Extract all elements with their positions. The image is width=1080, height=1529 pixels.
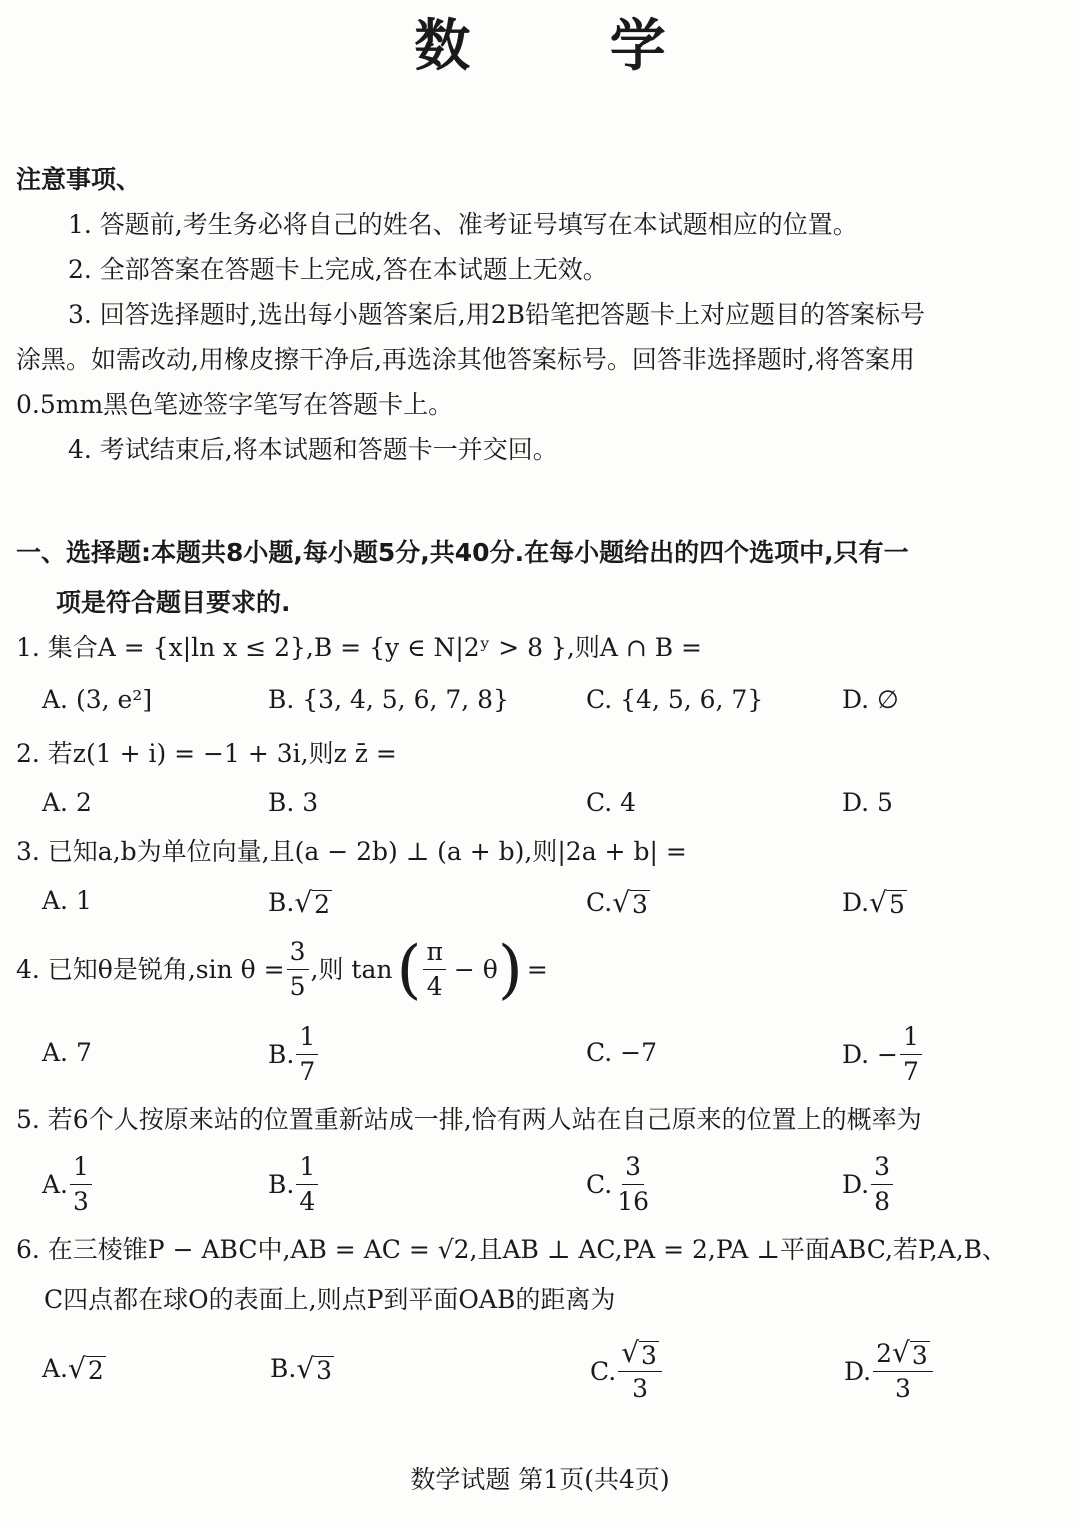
radicand: 2	[314, 890, 331, 919]
q5-option-a	[42, 1150, 94, 1219]
question-6-stem: 6. 在三棱锥P − ABC中,AB = AC = √2,且AB ⊥ AC,PA = 2,PA ⊥平面ABC,若P,A,B、	[16, 1235, 1008, 1264]
q4-option-a: A. 7	[42, 1038, 92, 1067]
q6-option-b	[270, 1352, 334, 1385]
q5-option-b	[268, 1150, 320, 1219]
question-1-stem: 1. 集合A = {x|ln x ≤ 2},B = {y ∈ N|2ʸ > 8 },则A ∩ B =	[16, 633, 702, 662]
radicand: 3	[911, 1341, 928, 1370]
sqrt-expression: √ 5	[869, 886, 905, 919]
right-paren: )	[497, 932, 523, 1007]
stem-text: =	[526, 954, 548, 984]
numerator: 3	[871, 1150, 893, 1185]
question-6-stem-cont: C四点都在球O的表面上,则点P到平面OAB的距离为	[44, 1285, 616, 1314]
option-letter: D.	[842, 1170, 870, 1199]
numerator: π	[423, 935, 445, 970]
q2-option-d: D. 5	[842, 788, 893, 817]
option-letter: B.	[270, 1354, 297, 1383]
option-letter: A.	[42, 1170, 69, 1199]
notes-heading: 注意事项、	[16, 165, 142, 194]
fraction	[296, 1150, 318, 1219]
denominator: 3	[894, 1374, 911, 1403]
denominator: 4	[426, 972, 443, 1001]
denominator: 8	[874, 1187, 891, 1216]
note-item: 4. 考试结束后,将本试题和答题卡一并交回。	[68, 435, 558, 464]
numerator: 1	[296, 1020, 318, 1055]
sqrt-expression: √ 2	[294, 886, 331, 919]
q1-option-d: D. ∅	[842, 685, 899, 714]
q6-option-c	[590, 1336, 664, 1406]
page-footer: 数学试题 第1页(共4页)	[410, 1465, 670, 1494]
numerator: 1	[900, 1020, 922, 1055]
sqrt-expression: √ 3	[612, 886, 648, 919]
fraction	[70, 1150, 92, 1219]
option-letter: C.	[586, 888, 613, 917]
fraction	[287, 935, 309, 1004]
radicand: 5	[888, 890, 905, 919]
radicand: 3	[641, 1341, 657, 1370]
radicand: 3	[632, 890, 648, 919]
sqrt-expression: √ 3	[296, 1352, 333, 1385]
q4-option-c: C. −7	[586, 1038, 657, 1067]
denominator: 5	[289, 972, 306, 1001]
fraction	[871, 1150, 893, 1219]
numerator	[873, 1336, 933, 1372]
q1-option-c: C. {4, 5, 6, 7}	[586, 685, 764, 714]
numerator	[618, 1336, 662, 1372]
q6-option-d	[844, 1336, 935, 1406]
question-5-stem: 5. 若6个人按原来站的位置重新站成一排,恰有两人站在自己原来的位置上的概率为	[16, 1105, 922, 1134]
note-item: 涂黑。如需改动,用橡皮擦干净后,再选涂其他答案标号。回答非选择题时,将答案用	[16, 345, 915, 374]
q4-option-b	[268, 1020, 320, 1089]
fraction	[614, 1150, 652, 1219]
q6-option-a	[42, 1352, 106, 1385]
option-letter: C.	[590, 1356, 617, 1386]
option-letter: B.	[268, 1040, 295, 1069]
option-letter: C.	[586, 1170, 613, 1199]
option-letter: B.	[268, 1170, 295, 1199]
denominator: 3	[73, 1187, 89, 1216]
sqrt-expression: √ 3	[892, 1336, 928, 1370]
denominator: 7	[299, 1057, 316, 1086]
option-letter: D.	[842, 888, 870, 917]
q2-option-b: B. 3	[268, 788, 319, 817]
radicand: 3	[316, 1356, 333, 1385]
fraction	[873, 1336, 933, 1406]
q3-option-a: A. 1	[42, 886, 92, 915]
fraction	[900, 1020, 922, 1089]
section-line: 一、选择题:本题共8小题,每小题5分,共40分.在每小题给出的四个选项中,只有一	[16, 538, 909, 567]
q4-option-d	[842, 1020, 924, 1089]
denominator: 7	[903, 1057, 919, 1086]
stem-text: ,则 tan	[310, 954, 393, 984]
note-item: 0.5mm黑色笔迹签字笔写在答题卡上。	[16, 390, 454, 419]
sqrt-expression: √ 3	[621, 1336, 657, 1370]
left-paren: (	[396, 932, 422, 1007]
denominator: 4	[299, 1187, 316, 1216]
note-item: 1. 答题前,考生务必将自己的姓名、准考证号填写在本试题相应的位置。	[68, 210, 858, 239]
q5-option-c	[586, 1150, 654, 1219]
denominator: 3	[632, 1374, 649, 1403]
stem-text: 4. 已知θ是锐角,sin θ =	[16, 954, 285, 984]
numerator: 1	[296, 1150, 318, 1185]
fraction	[423, 935, 445, 1004]
stem-text: − θ	[453, 954, 498, 984]
option-letter: D. −	[842, 1040, 898, 1069]
numerator: 3	[622, 1150, 644, 1185]
q2-option-a: A. 2	[42, 788, 92, 817]
denominator: 16	[617, 1187, 649, 1216]
radicand: 2	[87, 1356, 104, 1385]
fraction	[296, 1020, 318, 1089]
question-4-stem	[16, 932, 548, 1007]
option-letter: B.	[268, 888, 295, 917]
note-item: 2. 全部答案在答题卡上完成,答在本试题上无效。	[68, 255, 608, 284]
option-letter: D.	[844, 1356, 872, 1386]
q1-option-b: B. {3, 4, 5, 6, 7, 8}	[268, 685, 509, 714]
option-letter: A.	[42, 1354, 69, 1383]
coefficient: 2	[876, 1339, 893, 1368]
page-title: 数 学	[414, 14, 726, 79]
section-line: 项是符合题目要求的.	[56, 588, 291, 617]
q5-option-d	[842, 1150, 895, 1219]
q3-option-c	[586, 886, 650, 919]
q2-option-c: C. 4	[586, 788, 637, 817]
question-2-stem: 2. 若z(1 + i) = −1 + 3i,则z z̄ =	[16, 739, 397, 768]
fraction	[618, 1336, 662, 1406]
note-item: 3. 回答选择题时,选出每小题答案后,用2B铅笔把答题卡上对应题目的答案标号	[68, 300, 925, 329]
numerator: 1	[70, 1150, 92, 1185]
sqrt-expression: √ 2	[68, 1352, 104, 1385]
q3-option-d	[842, 886, 907, 919]
section-heading	[16, 528, 1066, 628]
q1-option-a: A. (3, e²]	[42, 685, 153, 714]
q3-option-b	[268, 886, 332, 919]
numerator: 3	[287, 935, 309, 970]
question-3-stem: 3. 已知a,b为单位向量,且(a − 2b) ⊥ (a + b),则|2a + b| =	[16, 837, 687, 866]
